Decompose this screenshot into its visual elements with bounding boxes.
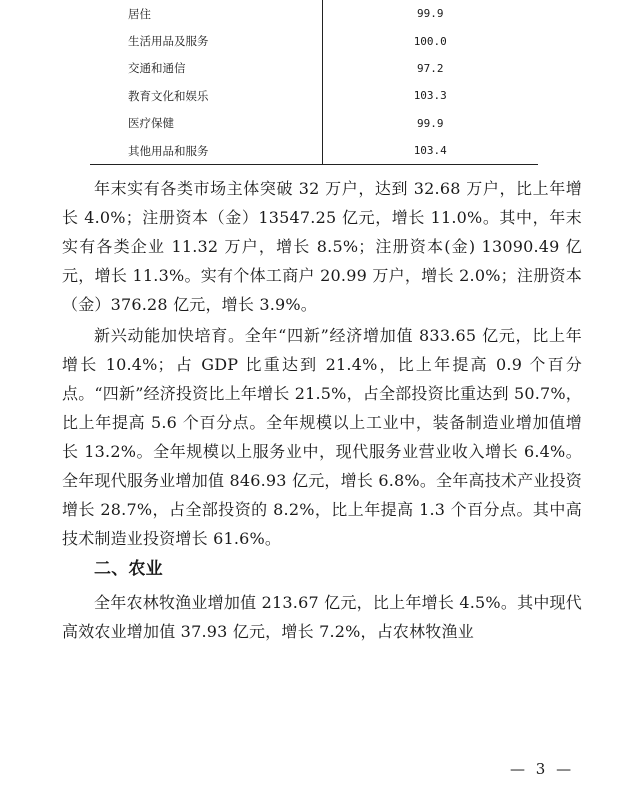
table-row [90,27,538,54]
page-number: — 3 — [510,760,575,778]
table-cell-value: 97.2 [417,61,444,75]
paragraph-agriculture: 全年农林牧渔业增加值 213.67 亿元，比上年增长 4.5%。其中现代高效农业增加值 37.93 亿元，增长 7.2%，占农林牧渔业 [62,593,582,641]
table-row [90,55,538,82]
table-cell-item: 居住 [90,0,322,27]
table-row [90,82,538,109]
table-cell-value: 100.0 [413,34,447,48]
table-cell-item: 医疗保健 [90,110,322,137]
section-heading: 二、农业 [94,559,163,579]
paragraph-market-entities: 年末实有各类市场主体突破 32 万户，达到 32.68 万户，比上年增长 4.0%；注册资本（金）13547.25 亿元，增长 11.0%。其中，年末实有各类企业 11.32 万户，增长 8.5%；注册资本(金) 13090.49 亿元，增长 11.3%。实有个体工商户 20.99 万户，增长 2.0%；注册资本（金）376.28 亿元，增长 3.9%。 [62,179,582,314]
table-cell-value: 103.4 [413,144,447,158]
table-cell-value: 99.9 [417,116,444,130]
table-row [90,137,538,165]
table-cell-item: 其他用品和服务 [90,137,322,165]
table-cell-item: 交通和通信 [90,55,322,82]
table-cell-value: 103.3 [413,89,447,103]
table-row [90,110,538,137]
table-row [90,0,538,27]
cpi-table [90,0,538,165]
table-cell-value: 99.9 [417,7,444,21]
body-text [62,174,582,648]
table-cell-item: 生活用品及服务 [90,27,322,54]
paragraph-new-drivers: 新兴动能加快培育。全年“四新”经济增加值 833.65 亿元，比上年增长 10.4%；占 GDP 比重达到 21.4%，比上年提高 0.9 个百分点。“四新”经济投资比上年增长 21.5%，占全部投资比重达到 50.7%，比上年提高 5.6 个百分点。全年规模以上工业中，装备制造业增加值增长 13.2%。全年规模以上服务业中，现代服务业营业收入增长 6.4%。全年现代服务业增加值 846.93 亿元，增长 6.8%。全年高技术产业投资增长 28.7%，占全部投资的 8.2%，比上年提高 1.3 个百分点。其中高技术制造业投资增长 61.6%。 [62,326,582,548]
table-cell-item: 教育文化和娱乐 [90,82,322,109]
